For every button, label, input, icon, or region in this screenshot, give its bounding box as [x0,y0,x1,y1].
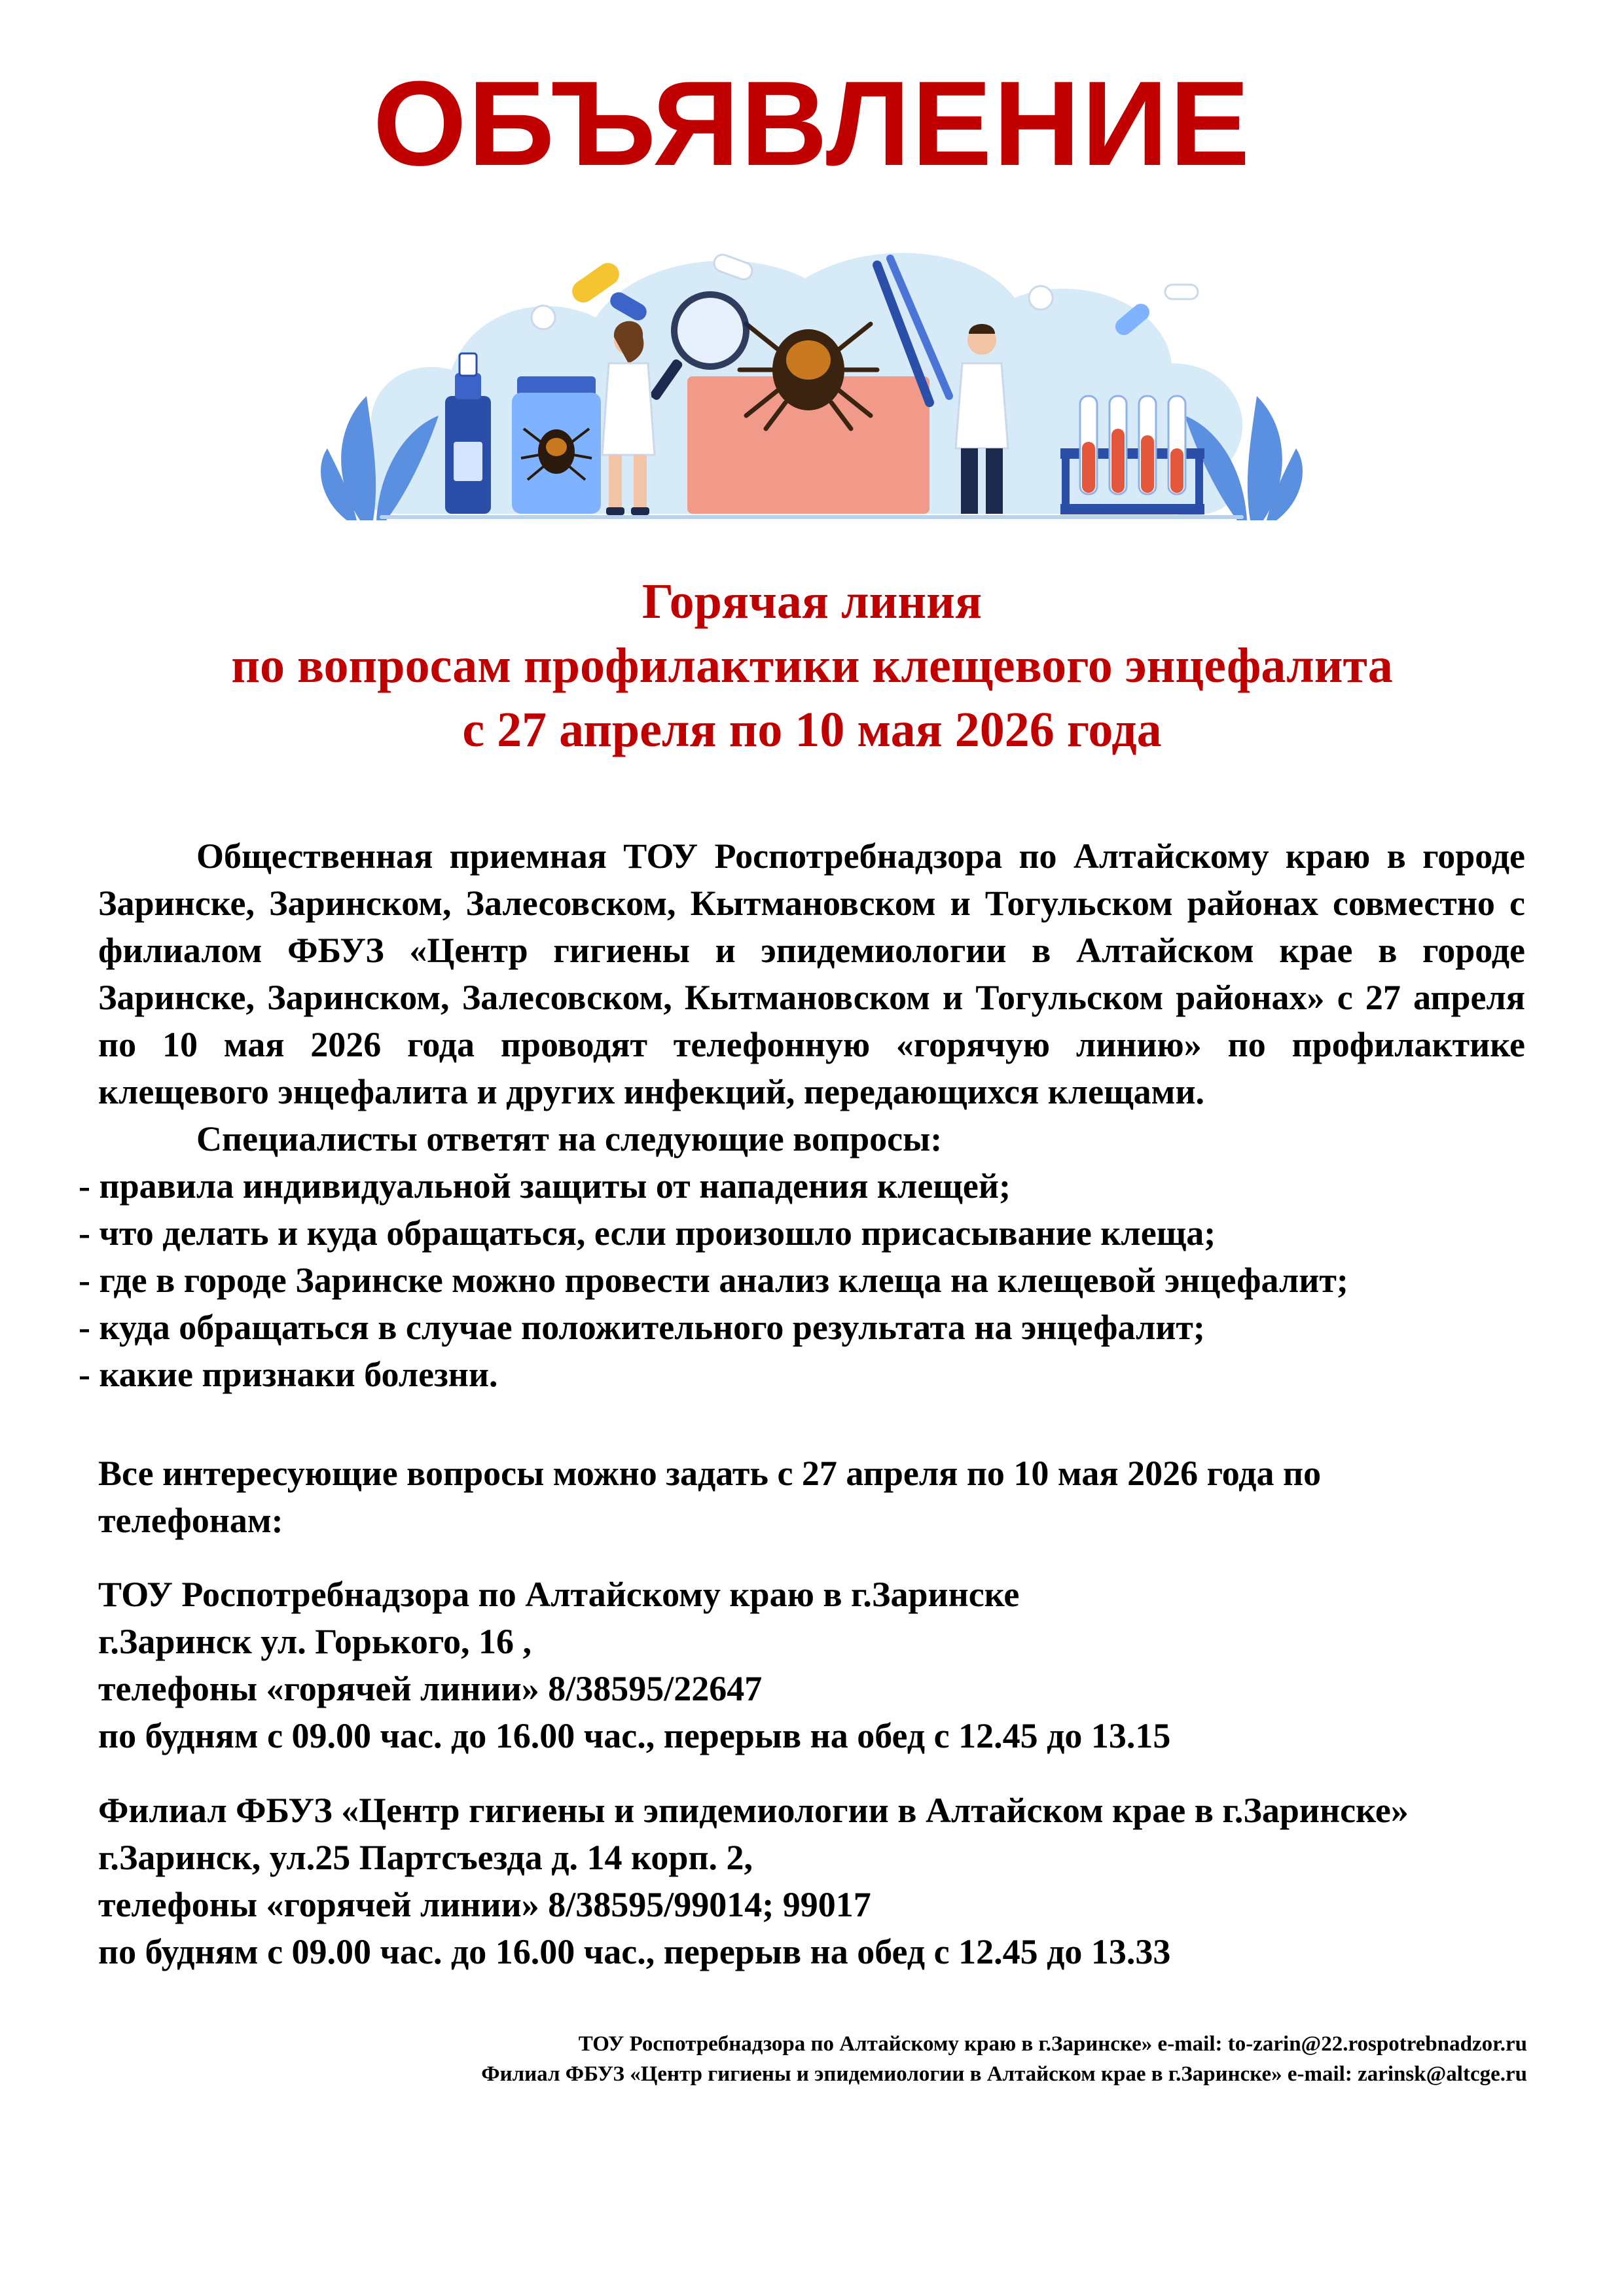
footer-line-tou: ТОУ Роспотребнадзора по Алтайскому краю в г.Заринске» e-mail: to-zarin@22.rospotrebnadzor.ru [578,2032,1527,2056]
announcement-body [79,833,1525,1398]
contact-phones: телефоны «горячей линии» 8/38595/22647 [98,1669,763,1708]
hotline-dates: с 27 апреля по 10 мая 2026 года [462,702,1162,757]
announcement-paragraph: Общественная приемная ТОУ Роспотребнадзора по Алтайскому краю в городе Заринске, Заринском, Залесовском, Кытмановском и Тогульском районах совместно с филиалом ФБУЗ «Центр гигиены и эпидемиологии в Алтайском крае в городе Заринске, Заринском, Залесовском, Кытмановском и Тогульском районах» с 27 апреля по 10 мая 2026 года проводят телефонную «горячую линию» по профилактике клещевого энцефалита и других инфекций, передающихся клещами. [98,836,1525,1111]
contact-address: г.Заринск ул. Горького, 16 , [98,1622,532,1661]
list-item: - где в городе Заринске можно провести анализ клеща на клещевой энцефалит; [79,1261,1348,1300]
footer-contacts [481,2029,1527,2089]
tick-prevention-illustration [321,232,1303,547]
contact-phones: телефоны «горячей линии» 8/38595/99014; 99017 [98,1885,871,1924]
footer-line-fbuz: Филиал ФБУЗ «Центр гигиены и эпидемиологии в Алтайском крае в г.Заринске» e-mail: zarinsk@altcge.ru [481,2062,1527,2086]
list-item: - куда обращаться в случае положительного результата на энцефалит; [79,1308,1205,1347]
hotline-heading [0,569,1624,762]
contact-block-fbuz [98,1787,1538,1975]
questions-list [79,1162,1506,1398]
contact-name: ТОУ Роспотребнадзора по Алтайскому краю в г.Заринске [98,1575,1020,1614]
contact-name: Филиал ФБУЗ «Центр гигиены и эпидемиологии в Алтайском крае в г.Заринске» [98,1791,1409,1830]
questions-intro: Специалисты ответят на следующие вопросы: [196,1119,943,1158]
phones-intro: Все интересующие вопросы можно задать с 27 апреля по 10 мая 2026 года по телефонам: [98,1454,1322,1540]
hotline-title: Горячая линия [641,574,983,629]
list-item: - какие признаки болезни. [79,1355,498,1394]
contact-block-tou [98,1571,1538,1759]
page-title: ОБЪЯВЛЕНИЕ [372,56,1252,190]
contact-hours: по будням с 09.00 час. до 16.00 час., перерыв на обед с 12.45 до 13.33 [98,1932,1171,1971]
list-item: - правила индивидуальной защиты от нападения клещей; [79,1166,1011,1206]
list-item: - что делать и куда обращаться, если произошло присасывание клеща; [79,1213,1216,1253]
contact-hours: по будням с 09.00 час. до 16.00 час., перерыв на обед с 12.45 до 13.15 [98,1716,1171,1755]
hotline-topic: по вопросам профилактики клещевого энцефалита [231,638,1393,693]
contact-address: г.Заринск, ул.25 Партсъезда д. 14 корп. 2, [98,1838,753,1877]
